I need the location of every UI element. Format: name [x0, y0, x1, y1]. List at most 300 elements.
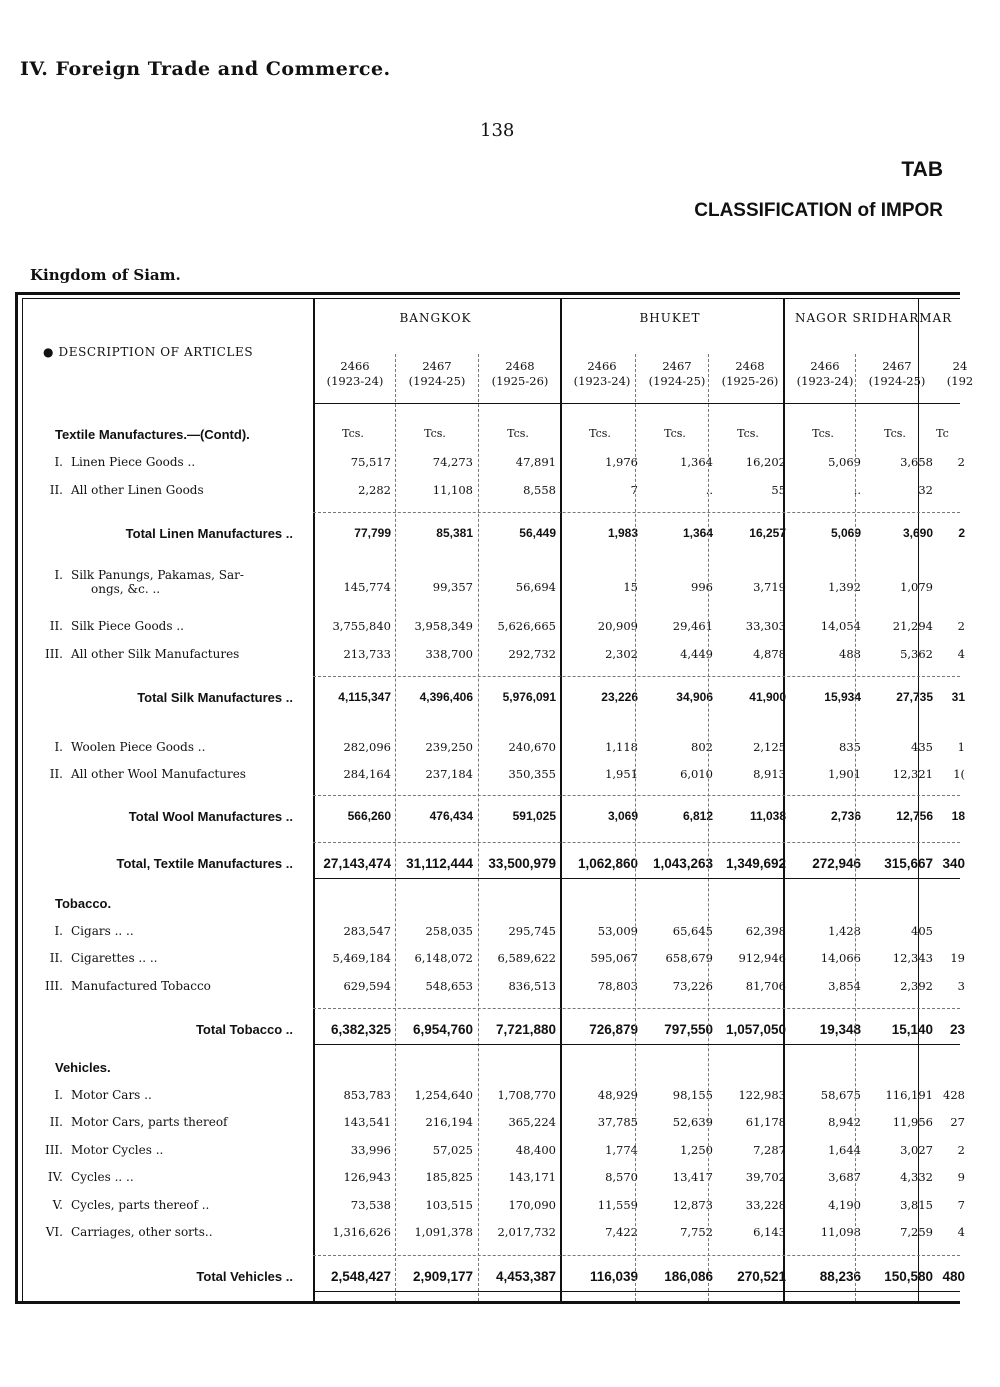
column-rule	[313, 299, 315, 1301]
sub-column-rule	[708, 354, 709, 1301]
row-numeral: VI.	[45, 1225, 63, 1239]
total-label: Total Tobacco	[195, 1022, 283, 1037]
table-cell: 33,303	[745, 619, 786, 633]
table-cell: 11,956	[892, 1115, 933, 1129]
table-cell: 595,067	[590, 951, 638, 965]
table-cell: 21,294	[892, 619, 933, 633]
table-cell: 3	[957, 978, 965, 993]
leader-dots: ..	[282, 526, 293, 541]
table-cell: 3,815	[900, 1197, 933, 1212]
table-cell: 2,302	[605, 646, 638, 661]
subtotal-rule	[313, 795, 960, 796]
table-cell: 19	[950, 951, 965, 965]
subtotal-rule	[313, 512, 960, 513]
table-cell: 16,257	[749, 526, 786, 540]
section-row	[23, 896, 968, 916]
row-description	[23, 619, 313, 633]
table-cell: 2,909,177	[412, 1268, 473, 1284]
table-cell: 4,878	[753, 646, 786, 661]
row-description	[23, 1198, 313, 1212]
table-cell: 797,550	[664, 1022, 713, 1037]
table-cell: 7,259	[900, 1225, 933, 1239]
table-cell: 122,983	[738, 1087, 786, 1102]
table-cell: 7	[630, 482, 638, 497]
table-cell: 2	[957, 1142, 965, 1157]
year-header: 2468 (1925-26)	[721, 359, 779, 388]
row-label: Motor Cycles ..	[71, 1142, 164, 1157]
row-label: Cycles, parts thereof ..	[71, 1197, 210, 1212]
table-row	[23, 1225, 968, 1245]
row-description	[23, 647, 313, 661]
table-row	[23, 483, 968, 503]
table-row	[23, 979, 968, 999]
table-cell: 11,098	[820, 1225, 861, 1239]
subtotal-rule	[313, 676, 960, 677]
table-cell: 78,803	[597, 978, 638, 993]
row-label: Motor Cars, parts thereof	[71, 1115, 228, 1129]
row-label: Linen Piece Goods ..	[71, 455, 196, 469]
table-row	[23, 740, 968, 760]
column-rule	[560, 299, 562, 1301]
row-label: Silk Piece Goods ..	[71, 619, 184, 633]
row-numeral: II.	[49, 1115, 63, 1129]
table-cell: 33,500,979	[488, 856, 556, 871]
table-cell: 20,909	[597, 619, 638, 633]
table-cell: 2,282	[358, 482, 391, 497]
table-cell: 47,891	[515, 455, 556, 469]
unit-cell: Tc	[936, 427, 949, 440]
year-header: 2468 (1925-26)	[491, 359, 549, 388]
table-cell: 81,706	[745, 978, 786, 993]
table-cell: 11,108	[432, 482, 473, 497]
leader-dots: ..	[282, 1022, 293, 1037]
table-cell: 39,702	[745, 1170, 786, 1184]
row-description	[23, 924, 313, 938]
row-numeral: II.	[49, 767, 63, 781]
table-cell: 29,461	[672, 619, 713, 633]
row-label-continued: ongs, &c. ..	[91, 581, 161, 596]
table-cell: 15,934	[824, 690, 861, 704]
table-cell: 292,732	[508, 646, 556, 661]
table-cell: 8,570	[605, 1170, 638, 1184]
table-cell: 4,332	[900, 1170, 933, 1184]
table-row	[23, 1170, 968, 1190]
row-numeral: V.	[52, 1197, 63, 1212]
table-cell: 2	[958, 526, 965, 540]
table-cell: 8,913	[753, 767, 786, 781]
table-cell: 3,958,349	[414, 619, 473, 633]
leader-dots: ..	[282, 1268, 293, 1284]
group-header-bhuket: BHUKET	[639, 311, 701, 325]
row-label: All other Silk Manufactures	[71, 646, 240, 661]
table-cell: 1,349,692	[725, 856, 786, 871]
table-cell: 405	[911, 923, 933, 938]
leader-dots: ..	[282, 690, 293, 705]
total-label: Total Silk Manufactures	[137, 690, 283, 705]
table-cell: 270,521	[737, 1268, 786, 1284]
section-title: Tobacco.	[55, 895, 112, 911]
row-label: Cycles .. ..	[71, 1170, 134, 1184]
table-cell: 55	[771, 482, 786, 497]
row-label: Cigars .. ..	[71, 923, 134, 938]
table-cell: 1,901	[828, 767, 861, 781]
table-cell: 5,069	[828, 455, 861, 469]
table-cell: 2,392	[900, 978, 933, 993]
unit-cell: Tcs.	[589, 427, 611, 440]
table-cell: 1,254,640	[414, 1087, 473, 1102]
leader-dots: ..	[282, 808, 293, 824]
table-cell: 272,946	[812, 856, 861, 871]
table-cell: 37,785	[597, 1115, 638, 1129]
row-description	[23, 951, 313, 965]
total-row	[23, 809, 968, 829]
row-description	[23, 1269, 293, 1284]
unit-cell: Tcs.	[737, 427, 759, 440]
table-cell: 15	[623, 579, 638, 594]
chapter-title: IV. Foreign Trade and Commerce.	[20, 58, 391, 80]
row-description	[23, 690, 293, 705]
table-cell: 4,190	[828, 1197, 861, 1212]
table-cell: 1	[957, 739, 965, 754]
sub-column-rule	[855, 354, 856, 1301]
group-header-bangkok: BANGKOK	[399, 311, 472, 325]
table-row	[23, 455, 968, 475]
total-label: Total Linen Manufactures	[125, 526, 283, 541]
table-cell: 350,355	[508, 767, 556, 781]
table-cell: 1,079	[900, 579, 933, 594]
table-cell: 13,417	[672, 1170, 713, 1184]
row-description	[23, 1143, 313, 1157]
table-cell: 835	[839, 739, 861, 754]
total-row	[23, 856, 968, 876]
table-row	[23, 1198, 968, 1218]
table-cell: 3,719	[753, 579, 786, 594]
sub-column-rule	[395, 354, 396, 1301]
table-cell: 283,547	[343, 923, 391, 938]
table-cell: 74,273	[432, 455, 473, 469]
row-numeral: I.	[54, 923, 63, 938]
row-numeral: I.	[54, 455, 63, 469]
table-cell: 1,062,860	[577, 856, 638, 871]
row-numeral: III.	[44, 978, 63, 993]
table-cell: 2	[957, 455, 965, 469]
row-description	[23, 809, 293, 824]
table-cell: 58,675	[820, 1087, 861, 1102]
table-cell: 5,069	[830, 526, 861, 540]
table-cell: 1,951	[605, 767, 638, 781]
row-description	[23, 979, 313, 993]
table-cell: 98,155	[672, 1087, 713, 1102]
table-cell: 5,362	[900, 646, 933, 661]
description-header: ● DESCRIPTION OF ARTICLES	[43, 345, 254, 359]
unit-cell: Tcs.	[342, 427, 364, 440]
table-cell: 185,825	[425, 1170, 473, 1184]
table-cell: 73,226	[672, 978, 713, 993]
row-description	[23, 1088, 313, 1102]
table-cell: 7,287	[753, 1142, 786, 1157]
year-header: 2467 (1924-25)	[648, 359, 706, 388]
row-description	[23, 483, 313, 497]
table-cell: 1,774	[605, 1142, 638, 1157]
table-cell: 7,721,880	[495, 1022, 556, 1037]
table-cell: 6,382,325	[330, 1022, 391, 1037]
table-body	[22, 298, 974, 1301]
table-label: TAB	[901, 158, 943, 181]
table-cell: 1,392	[828, 579, 861, 594]
table-cell: 12,343	[892, 951, 933, 965]
table-cell: 2,548,427	[330, 1268, 391, 1284]
table-row	[23, 924, 968, 944]
country-heading: Kingdom of Siam.	[30, 266, 181, 284]
row-description	[23, 1022, 293, 1037]
table-cell: 4,453,387	[495, 1268, 556, 1284]
table-cell: 48,400	[515, 1142, 556, 1157]
table-cell: 33,996	[350, 1142, 391, 1157]
table-cell: 88,236	[819, 1268, 861, 1284]
table-cell: 284,164	[343, 767, 391, 781]
table-cell: 4	[957, 646, 965, 661]
year-header: 2467 (1924-25)	[408, 359, 466, 388]
table-cell: 1,057,050	[725, 1022, 786, 1037]
table-cell: 99,357	[432, 579, 473, 594]
table-cell: 912,946	[738, 951, 786, 965]
total-row	[23, 690, 968, 710]
row-description	[23, 1170, 313, 1184]
table-cell: 23	[949, 1022, 965, 1037]
table-cell: 19,348	[819, 1022, 861, 1037]
table-cell: 480	[942, 1268, 965, 1284]
table-cell: 18	[951, 808, 965, 823]
table-cell: 1,364	[682, 526, 713, 540]
total-row	[23, 526, 968, 546]
table-row	[23, 619, 968, 639]
unit-cell: Tcs.	[507, 427, 529, 440]
table-cell: 6,148,072	[414, 951, 473, 965]
total-label: Total Vehicles	[196, 1268, 283, 1284]
table-cell: 2,736	[830, 808, 861, 823]
table-cell: 116,039	[589, 1268, 638, 1284]
table-cell: 31,112,444	[406, 856, 473, 871]
table-cell: 282,096	[343, 739, 391, 754]
table-cell: 6,812	[682, 808, 713, 823]
table-cell: 240,670	[508, 739, 556, 754]
table-cell: 48,929	[597, 1087, 638, 1102]
row-description	[23, 1115, 313, 1129]
table-cell: 3,690	[902, 526, 933, 540]
table-cell: 548,653	[425, 978, 473, 993]
table-cell: 1,118	[605, 739, 638, 754]
table-cell: 170,090	[508, 1197, 556, 1212]
table-cell: 295,745	[508, 923, 556, 938]
table-cell: ..	[705, 482, 713, 497]
table-cell: 145,774	[343, 579, 391, 594]
group-header-nagor: NAGOR SRIDHARMAR	[795, 311, 953, 325]
row-description	[23, 767, 313, 781]
table-cell: 1,983	[607, 526, 638, 540]
table-cell: 41,900	[749, 690, 786, 704]
table-cell: 65,645	[672, 923, 713, 938]
table-cell: 836,513	[508, 978, 556, 993]
table-cell: 1,976	[605, 455, 638, 469]
table-cell: 566,260	[347, 808, 391, 823]
year-header: 2467 (1924-25)	[868, 359, 926, 388]
row-description	[23, 455, 313, 469]
table-cell: 428	[943, 1087, 965, 1102]
row-description	[23, 1225, 313, 1239]
row-description	[23, 526, 293, 541]
table-cell: 216,194	[425, 1115, 473, 1129]
trade-table	[15, 292, 974, 1304]
unit-cell: Tcs.	[424, 427, 446, 440]
unit-cell: Tcs.	[664, 427, 686, 440]
sub-column-rule	[478, 354, 479, 1301]
total-label: Total, Textile Manufactures	[116, 856, 283, 871]
total-rule	[313, 1291, 960, 1292]
row-numeral: IV.	[47, 1170, 63, 1184]
row-label: Carriages, other sorts..	[71, 1225, 213, 1239]
table-cell: 1,644	[828, 1142, 861, 1157]
table-cell: 8,558	[523, 482, 556, 497]
row-numeral: II.	[49, 951, 63, 965]
table-cell: 340	[942, 856, 965, 871]
table-title: CLASSIFICATION of IMPOR	[694, 200, 943, 221]
table-cell: 12,321	[892, 767, 933, 781]
description-header-label: DESCRIPTION OF ARTICLES	[58, 345, 254, 359]
table-cell: 5,976,091	[502, 690, 556, 704]
table-cell: 5,469,184	[332, 951, 391, 965]
table-cell: 629,594	[343, 978, 391, 993]
table-cell: 52,639	[672, 1115, 713, 1129]
row-label: Manufactured Tobacco	[71, 978, 211, 993]
subtotal-rule	[313, 1008, 960, 1009]
table-cell: 3,854	[828, 978, 861, 993]
table-cell: 237,184	[425, 767, 473, 781]
table-row	[23, 1115, 968, 1135]
table-cell: 143,171	[508, 1170, 556, 1184]
column-rule	[783, 299, 785, 1301]
table-cell: 150,580	[884, 1268, 933, 1284]
table-cell: 14,066	[820, 951, 861, 965]
table-cell: 4,396,406	[419, 690, 473, 704]
row-numeral: II.	[49, 482, 63, 497]
table-cell: 5,626,665	[497, 619, 556, 633]
table-cell: 4,449	[680, 646, 713, 661]
section-title: Vehicles.	[55, 1059, 111, 1075]
table-cell: 4	[957, 1225, 965, 1239]
table-row	[23, 567, 968, 600]
table-cell: 116,191	[885, 1087, 933, 1102]
table-cell: 591,025	[512, 808, 556, 823]
table-cell: 27	[950, 1115, 965, 1129]
total-row	[23, 1269, 968, 1289]
table-cell: 11,038	[749, 808, 786, 823]
row-description	[23, 568, 313, 596]
table-cell: 77,799	[354, 526, 391, 540]
table-cell: 27,143,474	[323, 856, 391, 871]
table-cell: 8,942	[828, 1115, 861, 1129]
table-cell: 2,017,732	[497, 1225, 556, 1239]
page-number: 138	[480, 120, 515, 141]
table-cell: 14,054	[820, 619, 861, 633]
table-row	[23, 647, 968, 667]
table-cell: 2	[957, 619, 965, 633]
leader-dots: ..	[282, 856, 293, 871]
table-cell: 85,381	[436, 526, 473, 540]
table-cell: 1,250	[680, 1142, 713, 1157]
total-row	[23, 1022, 968, 1042]
table-cell: 996	[691, 579, 713, 594]
table-row	[23, 951, 968, 971]
unit-cell: Tcs.	[812, 427, 834, 440]
table-cell: 476,434	[429, 808, 473, 823]
table-cell: 1,364	[680, 455, 713, 469]
table-row	[23, 1088, 968, 1108]
table-cell: 62,398	[745, 923, 786, 938]
table-cell: 27,735	[896, 690, 933, 704]
table-cell: 56,449	[519, 526, 556, 540]
table-cell: 32	[918, 482, 933, 497]
row-numeral: I.	[54, 739, 63, 754]
year-header: 24 (192	[946, 359, 974, 388]
row-numeral: II.	[49, 619, 63, 633]
table-cell: 126,943	[343, 1170, 391, 1184]
table-cell: 12,756	[896, 808, 933, 823]
table-row	[23, 1143, 968, 1163]
sub-column-rule	[635, 354, 636, 1301]
table-cell: 3,069	[607, 808, 638, 823]
table-cell: 12,873	[672, 1197, 713, 1212]
table-cell: 6,589,622	[497, 951, 556, 965]
table-cell: 6,954,760	[412, 1022, 473, 1037]
total-rule	[313, 1044, 960, 1045]
table-cell: 11,559	[597, 1197, 638, 1212]
table-cell: 56,694	[515, 579, 556, 594]
table-cell: 9	[957, 1170, 965, 1184]
table-cell: 186,086	[664, 1268, 713, 1284]
table-cell: 1,091,378	[414, 1225, 473, 1239]
table-cell: 1,428	[828, 923, 861, 938]
table-cell: 23,226	[601, 690, 638, 704]
unit-cell: Tcs.	[884, 427, 906, 440]
row-description	[23, 856, 293, 871]
table-cell: 658,679	[665, 951, 713, 965]
row-numeral: III.	[44, 646, 63, 661]
table-cell: 213,733	[343, 646, 391, 661]
table-cell: 6,010	[680, 767, 713, 781]
table-cell: 75,517	[350, 455, 391, 469]
table-cell: 726,879	[589, 1022, 638, 1037]
table-cell: 3,687	[828, 1170, 861, 1184]
table-cell: 1(	[953, 767, 965, 781]
table-cell: 3,755,840	[332, 619, 391, 633]
table-cell: 16,202	[745, 455, 786, 469]
subtotal-rule	[313, 842, 960, 843]
table-cell: 15,140	[891, 1022, 933, 1037]
table-cell: 4,115,347	[338, 690, 391, 704]
section-row	[23, 1060, 968, 1080]
row-label: All other Linen Goods	[71, 482, 204, 497]
total-rule	[313, 878, 960, 879]
table-row	[23, 767, 968, 787]
table-cell: 239,250	[425, 739, 473, 754]
row-numeral: I.	[54, 567, 63, 582]
table-cell: 103,515	[425, 1197, 473, 1212]
row-label: All other Wool Manufactures	[71, 767, 246, 781]
total-label: Total Wool Manufactures	[128, 808, 283, 824]
table-cell: 1,043,263	[652, 856, 713, 871]
year-header: 2466 (1923-24)	[326, 359, 384, 388]
table-cell: 57,025	[432, 1142, 473, 1157]
